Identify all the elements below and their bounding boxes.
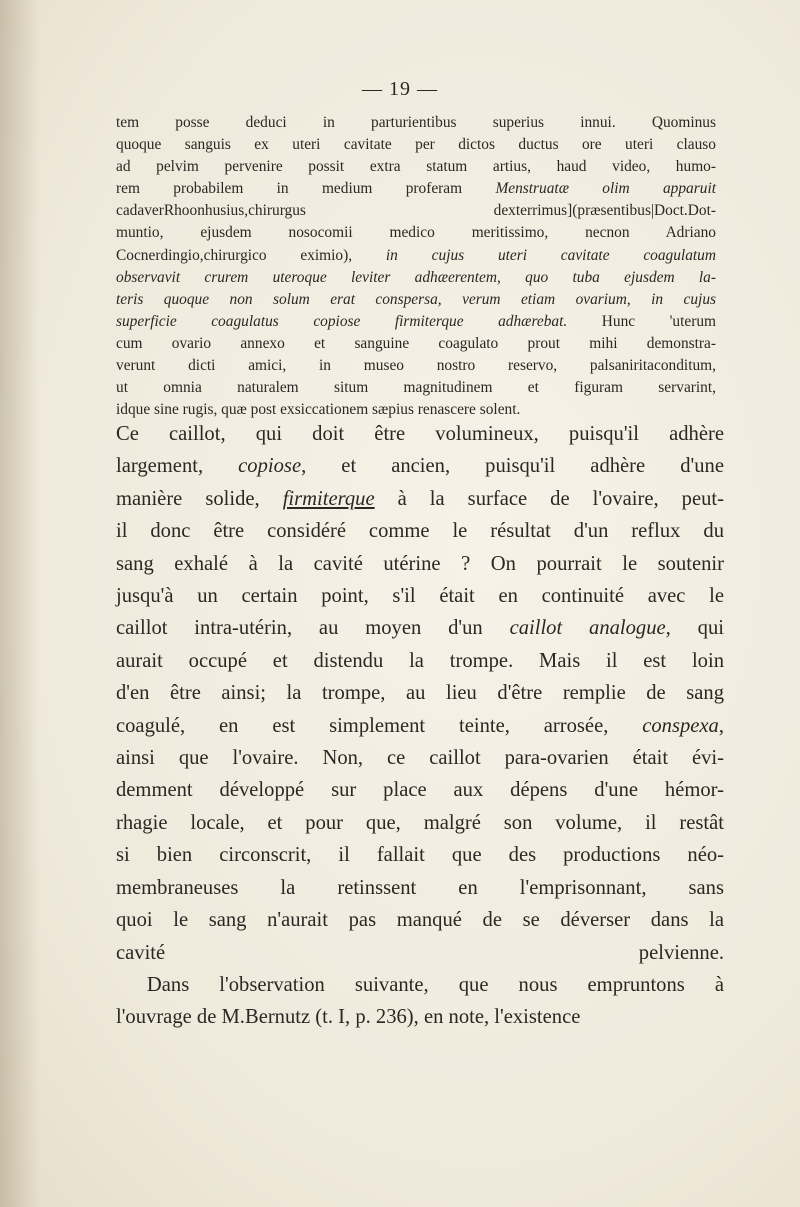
french-body-paragraph — [116, 418, 724, 1034]
french-line: caillot intra-utérin, au moyen d'un caillot analogue, qui — [116, 617, 724, 640]
latin-line: verunt dicti amici, in museo nostro reservo, palsaniritaconditum, — [116, 357, 716, 375]
french-line: aurait occupé et distendu la trompe. Mais il est loin — [116, 649, 724, 672]
latin-line: tem posse deduci in parturientibus superius innui. Quominus — [116, 114, 716, 131]
page-number: — 19 — — [362, 78, 438, 100]
french-line: demment développé sur place aux dépens d'une hémor- — [116, 779, 724, 802]
french-line: manière solide, firmiterque à la surface de l'ovaire, peut- — [116, 487, 724, 510]
binding-shadow — [0, 0, 40, 1207]
latin-italic-text: observavit crurem uteroque leviter adhæerentem, quo tuba ejusdem la- — [116, 268, 716, 286]
french-line: quoi le sang n'aurait pas manqué de se déverser dans la — [116, 909, 724, 932]
latin-line: superficie coagulatus copiose firmiterque adhærebat. Hunc 'uterum — [116, 312, 717, 330]
latin-line: idque sine rugis, quæ post exsiccationem sæpius renascere solent. — [116, 401, 521, 419]
french-line: d'en être ainsi; la trompe, au lieu d'être remplie de sang — [116, 682, 724, 705]
latin-line: rem probabilem in medium proferam Menstruatæ olim apparuit — [116, 180, 716, 198]
french-line: rhagie locale, et pour que, malgré son volume, il restât — [116, 811, 724, 834]
latin-line: ad pelvim pervenire possit extra statum artius, haud video, humo- — [116, 158, 716, 176]
latin-line: cadaverRhoonhusius,chirurgus dexterrimus](præsentibus|Doct.Dot- — [116, 202, 716, 220]
french-line: Dans l'observation suivante, que nous empruntons à — [116, 973, 724, 996]
french-line: membraneuses la retinssent en l'emprisonnant, sans — [116, 876, 724, 899]
french-line: largement, copiose, et ancien, puisqu'il adhère d'une — [116, 455, 724, 478]
french-italic-text: copiose — [238, 455, 302, 478]
french-line: si bien circonscrit, il fallait que des productions néo- — [116, 844, 724, 867]
french-italic-text: conspexa — [642, 714, 719, 737]
latin-italic-text: superficie coagulatus copiose firmiterque adhærebat. — [116, 312, 568, 330]
latin-line: Cocnerdingio,chirurgico eximio), in cujus uteri cavitate coagulatum — [116, 246, 716, 264]
french-line: Ce caillot, qui doit être volumineux, puisqu'il adhère — [116, 423, 724, 445]
latin-line: muntio, ejusdem nosocomii medico meritissimo, necnon Adriano — [116, 224, 716, 242]
french-line: cavité pelvienne. — [116, 941, 724, 964]
latin-line — [116, 289, 716, 311]
latin-line: ut omnia naturalem situm magnitudinem et figuram servarint, — [116, 379, 716, 397]
french-line: coagulé, en est simplement teinte, arrosée, conspexa, — [116, 714, 724, 737]
french-line: il donc être considéré comme le résultat d'un reflux du — [116, 520, 724, 543]
french-italic-text: caillot analogue — [509, 617, 666, 640]
french-line: jusqu'à un certain point, s'il était en continuité avec le — [116, 585, 724, 608]
french-line: l'ouvrage de M.Bernutz (t. I, p. 236), en note, l'existence — [116, 1006, 581, 1029]
french-line: ainsi que l'ovaire. Non, ce caillot para-ovarien était évi- — [116, 747, 724, 770]
latin-quotation-paragraph — [116, 112, 716, 421]
latin-italic-text: teris quoque non solum erat conspersa, verum etiam ovarium, in cujus — [116, 290, 716, 308]
french-line: sang exhalé à la cavité utérine ? On pourrait le soutenir — [116, 552, 724, 575]
french-underlined-italic-text: firmiterque — [282, 487, 375, 510]
latin-line: cum ovario annexo et sanguine coagulato prout mihi demonstra- — [116, 334, 716, 352]
latin-italic-text: in cujus uteri cavitate coagulatum — [385, 246, 716, 264]
latin-italic-text: Menstruatæ olim apparuit — [495, 180, 716, 198]
latin-line: quoque sanguis ex uteri cavitate per dictos ductus ore uteri clauso — [116, 136, 716, 154]
latin-line — [116, 267, 716, 289]
